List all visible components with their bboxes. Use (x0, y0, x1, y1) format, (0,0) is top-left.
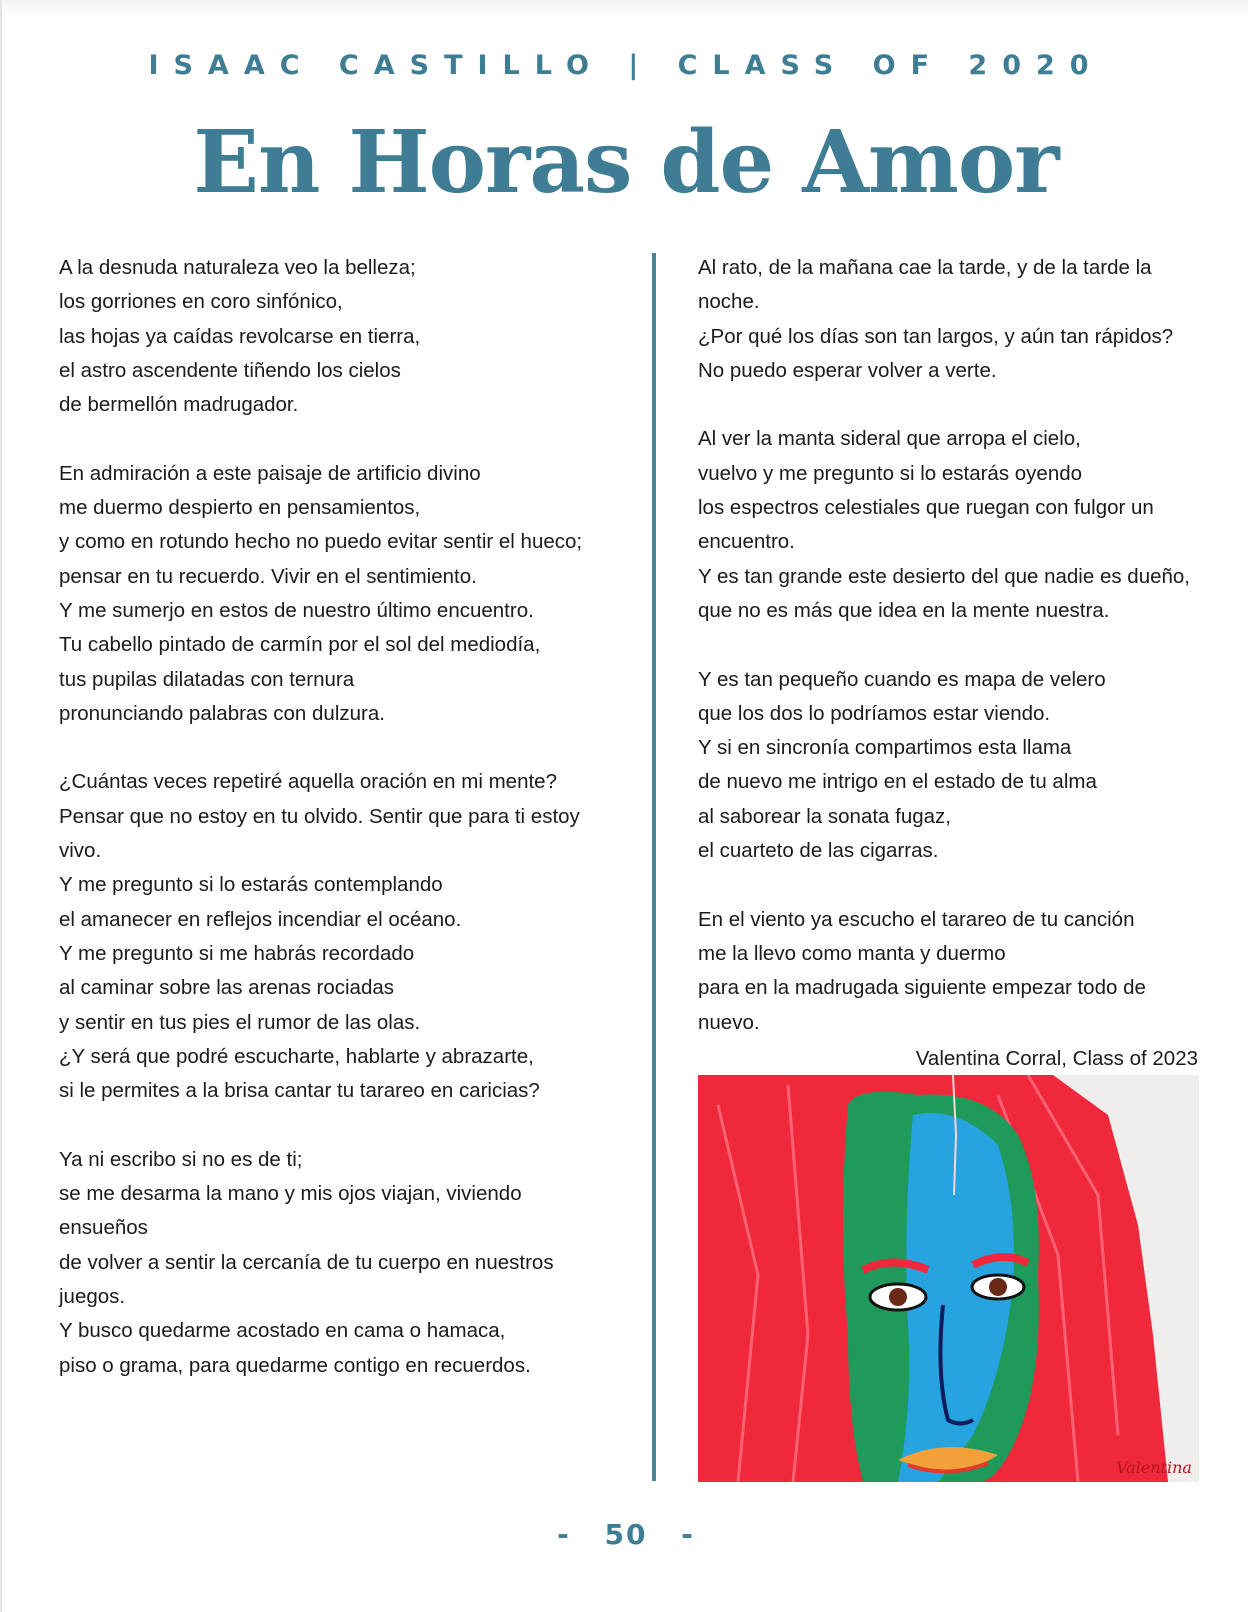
poem-line: Y si en sincronía compartimos esta llama (698, 736, 1072, 760)
poem-stanza (698, 422, 1233, 628)
poem-line: que no es más que idea en la mente nuestra. (698, 598, 1110, 622)
poem-line: No puedo esperar volver a verte. (698, 358, 997, 382)
poem-line: ¿Y será que podré escucharte, hablarte y abrazarte, (59, 1044, 534, 1068)
poem-line: los espectros celestiales que ruegan con fulgor un (698, 496, 1154, 520)
poem-line: juegos. (59, 1284, 126, 1308)
poem-line: vuelvo y me pregunto si lo estarás oyendo (698, 461, 1083, 485)
portrait-artwork (698, 1075, 1199, 1482)
poem-stanza (698, 663, 1233, 869)
poem-line: de nuevo me intrigo en el estado de tu alma (698, 770, 1097, 794)
poem-line: para en la madrugada siguiente empezar todo de (698, 976, 1146, 1000)
poem-line: piso o grama, para quedarme contigo en recuerdos. (59, 1353, 531, 1377)
poem-line: pronunciando palabras con dulzura. (59, 701, 385, 725)
poem-line: Tu cabello pintado de carmín por el sol del mediodía, (59, 633, 541, 657)
poem-line: tus pupilas dilatadas con ternura (59, 667, 355, 691)
poem-line: noche. (698, 290, 760, 314)
poem-stanza (59, 765, 659, 1108)
poem-line: el cuarteto de las cigarras. (698, 839, 939, 863)
poem-line: Al ver la manta sideral que arropa el cielo, (698, 427, 1081, 451)
poem-line: encuentro. (698, 530, 795, 554)
poem-line: Y busco quedarme acostado en cama o hamaca, (59, 1319, 506, 1343)
poem-line: al saborear la sonata fugaz, (698, 804, 951, 828)
poem-line: ¿Cuántas veces repetiré aquella oración en mi mente? (59, 770, 557, 794)
portrait-painting (698, 1075, 1199, 1482)
poem-line: el astro ascendente tiñendo los cielos (59, 358, 401, 382)
poem-stanza (59, 1143, 659, 1383)
poem-line: Y es tan pequeño cuando es mapa de velero (698, 667, 1106, 691)
poem-line: Al rato, de la mañana cae la tarde, y de la tarde la (698, 256, 1152, 279)
author-byline: ISAAC CASTILLO | CLASS OF 2020 (148, 50, 1104, 81)
poem-line: Pensar que no estoy en tu olvido. Sentir que para ti estoy (59, 804, 580, 828)
poem-line: los gorriones en coro sinfónico, (59, 290, 343, 314)
poem-line: Y me sumerjo en estos de nuestro último encuentro. (59, 598, 534, 622)
poem-title: En Horas de Amor (193, 112, 1059, 213)
poem-line: pensar en tu recuerdo. Vivir en el sentimiento. (59, 564, 477, 588)
column-divider (652, 253, 656, 1481)
poem-stanza (59, 251, 659, 422)
poem-line: Y es tan grande este desierto del que nadie es dueño, (698, 564, 1190, 588)
poem-line: de bermellón madrugador. (59, 393, 299, 417)
poem-stanza (698, 251, 1233, 388)
poem-stanza (59, 457, 659, 731)
poem-left-column (59, 251, 659, 1417)
poem-line: nuevo. (698, 1010, 760, 1034)
poem-line: Y me pregunto si me habrás recordado (59, 941, 415, 965)
artist-signature: Valentina (1116, 1458, 1192, 1477)
poem-line: se me desarma la mano y mis ojos viajan, viviendo (59, 1182, 522, 1206)
poem-line: Y me pregunto si lo estarás contemplando (59, 873, 443, 897)
poem-right-column (698, 251, 1233, 1074)
poem-line: las hojas ya caídas revolcarse en tierra, (59, 324, 421, 348)
poem-line: de volver a sentir la cercanía de tu cuerpo en nuestros (59, 1250, 554, 1274)
artwork-caption: Valentina Corral, Class of 2023 (915, 1047, 1198, 1070)
poem-line: En admiración a este paisaje de artificio divino (59, 461, 481, 485)
poem-line: vivo. (59, 839, 102, 863)
poem-stanza (698, 903, 1233, 1040)
poem-line: ¿Por qué los días son tan largos, y aún tan rápidos? (698, 324, 1174, 348)
poem-line: si le permites a la brisa cantar tu tarareo en caricias? (59, 1079, 540, 1103)
poem-line: me duermo despierto en pensamientos, (59, 496, 421, 520)
poem-line: y sentir en tus pies el rumor de las olas. (59, 1010, 421, 1034)
page-number: - 50 - (557, 1518, 695, 1551)
poem-line: En el viento ya escucho el tarareo de tu canción (698, 907, 1135, 931)
poem-line: que los dos lo podríamos estar viendo. (698, 701, 1051, 725)
poem-line: ensueños (59, 1216, 148, 1240)
poem-line: A la desnuda naturaleza veo la belleza; (59, 256, 416, 279)
poem-line: y como en rotundo hecho no puedo evitar sentir el hueco; (59, 530, 583, 554)
poem-line: me la llevo como manta y duermo (698, 941, 1006, 965)
poem-line: Ya ni escribo si no es de ti; (59, 1147, 303, 1171)
poem-line: al caminar sobre las arenas rociadas (59, 976, 394, 1000)
poem-line: el amanecer en reflejos incendiar el océano. (59, 907, 462, 931)
